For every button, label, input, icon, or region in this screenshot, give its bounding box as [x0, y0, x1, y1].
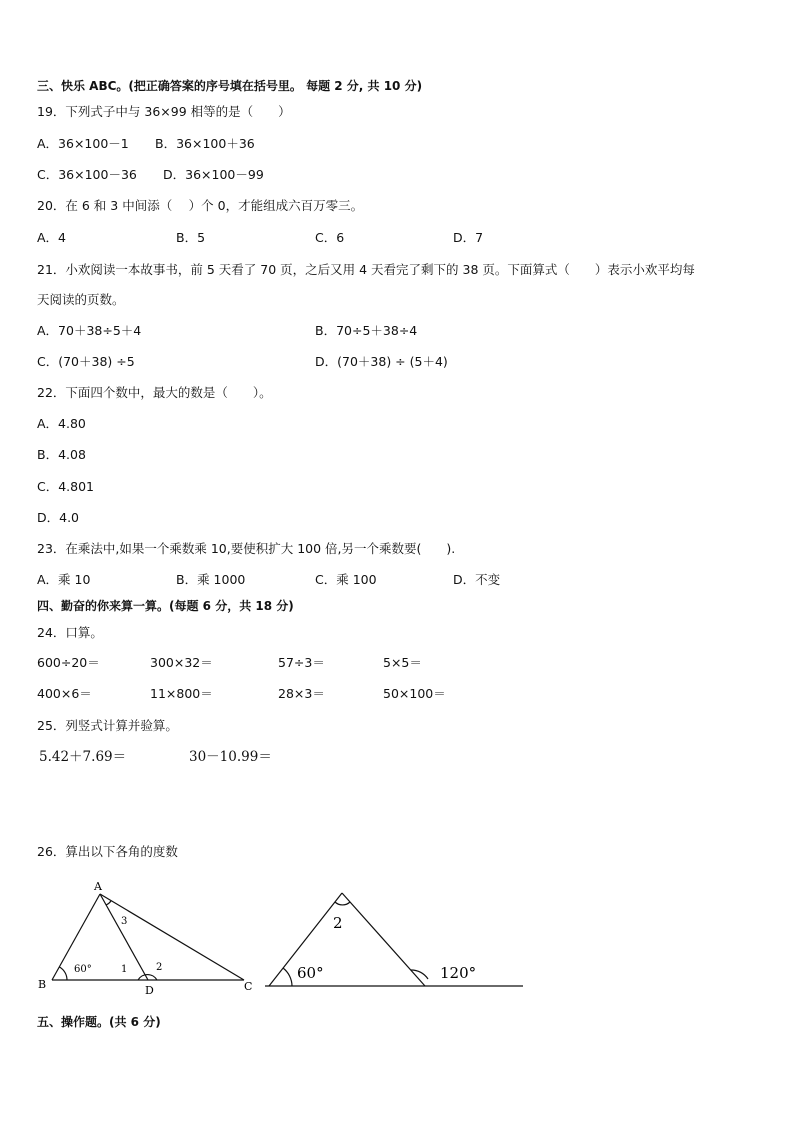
q21-option-b: B．70÷5＋38÷4	[315, 323, 418, 338]
q26-stem: 26．算出以下各角的度数	[37, 844, 178, 859]
q21-option-c: C．(70＋38) ÷5	[37, 354, 135, 369]
q22-stem: 22．下面四个数中，最大的数是（ ）。	[37, 385, 272, 400]
angle-120-arc	[411, 970, 428, 979]
angle-2-arc	[335, 902, 350, 905]
label-angle-3: 3	[121, 916, 128, 927]
q24-item: 400×6＝	[37, 686, 92, 701]
q22-option-d: D．4.0	[37, 510, 80, 525]
q23-option-b: B．乘 1000	[176, 572, 246, 587]
q24-item: 300×32＝	[150, 655, 213, 670]
q19-stem: 19．下列式子中与 36×99 相等的是（ ）	[37, 104, 291, 119]
angle-b-arc	[60, 967, 68, 980]
q20-stem: 20．在 6 和 3 中间添（ ）个 0，才能组成六百万零三。	[37, 198, 364, 213]
q25-stem: 25．列竖式计算并验算。	[37, 718, 178, 733]
q19-option-b: B．36×100＋36	[155, 136, 255, 151]
q19-option-c: C．36×100－36	[37, 167, 137, 182]
q24-item: 5×5＝	[383, 655, 422, 670]
q21-option-a: A．70＋38÷5＋4	[37, 323, 142, 338]
q23-option-d: D．不变	[453, 572, 501, 587]
q21-option-d: D．(70＋38) ÷ (5＋4)	[315, 354, 448, 369]
label-angle-120: 120°	[440, 964, 477, 982]
q24-item: 11×800＝	[150, 686, 213, 701]
q20-option-d: D．7	[453, 230, 484, 245]
q24-stem: 24．口算。	[37, 625, 103, 640]
q25-item: 5.42＋7.69＝	[39, 749, 127, 765]
q23-stem: 23．在乘法中,如果一个乘数乘 10,要使积扩大 100 倍,另一个乘数要( ).	[37, 541, 456, 556]
q21-stem-line1: 21．小欢阅读一本故事书，前 5 天看了 70 页，之后又用 4 天看完了剩下的 38 页。下面算式（ ）表示小欢平均每	[37, 262, 695, 277]
q20-option-b: B．5	[176, 230, 206, 245]
label-a: A	[94, 880, 102, 893]
q20-option-c: C．6	[315, 230, 345, 245]
exterior-angle-figure	[265, 886, 527, 996]
q21-stem-line2: 天阅读的页数。	[37, 292, 125, 307]
q19-option-a: A．36×100－1	[37, 136, 129, 151]
angle-3-arc	[106, 901, 111, 905]
q25-item: 30－10.99＝	[189, 749, 272, 765]
q22-option-c: C．4.801	[37, 479, 95, 494]
section4-heading: 四、勤奋的你来算一算。(每题 6 分，共 18 分)	[37, 599, 294, 613]
label-angle-b: 60°	[74, 964, 92, 975]
label-b: B	[38, 978, 47, 991]
right-side	[342, 893, 425, 986]
triangle-abc-figure	[30, 876, 270, 1001]
label-angle-60: 60°	[297, 964, 324, 982]
q24-item: 50×100＝	[383, 686, 446, 701]
q22-option-a: A．4.80	[37, 416, 86, 431]
label-angle-2: 2	[333, 914, 343, 932]
q24-item: 57÷3＝	[278, 655, 325, 670]
q20-option-a: A．4	[37, 230, 67, 245]
angle-60-arc	[283, 968, 292, 986]
q24-item: 28×3＝	[278, 686, 325, 701]
q19-option-d: D．36×100－99	[163, 167, 264, 182]
label-angle-1: 1	[121, 964, 128, 975]
label-angle-2: 2	[156, 962, 163, 973]
section5-heading: 五、操作题。(共 6 分)	[37, 1015, 161, 1029]
q23-option-a: A．乘 10	[37, 572, 91, 587]
q22-option-b: B．4.08	[37, 447, 86, 462]
section3-heading: 三、快乐 ABC。(把正确答案的序号填在括号里。 每题 2 分, 共 10 分)	[37, 79, 423, 93]
label-d: D	[145, 984, 154, 997]
q23-option-c: C．乘 100	[315, 572, 377, 587]
label-c: C	[244, 980, 253, 993]
q24-item: 600÷20＝	[37, 655, 100, 670]
